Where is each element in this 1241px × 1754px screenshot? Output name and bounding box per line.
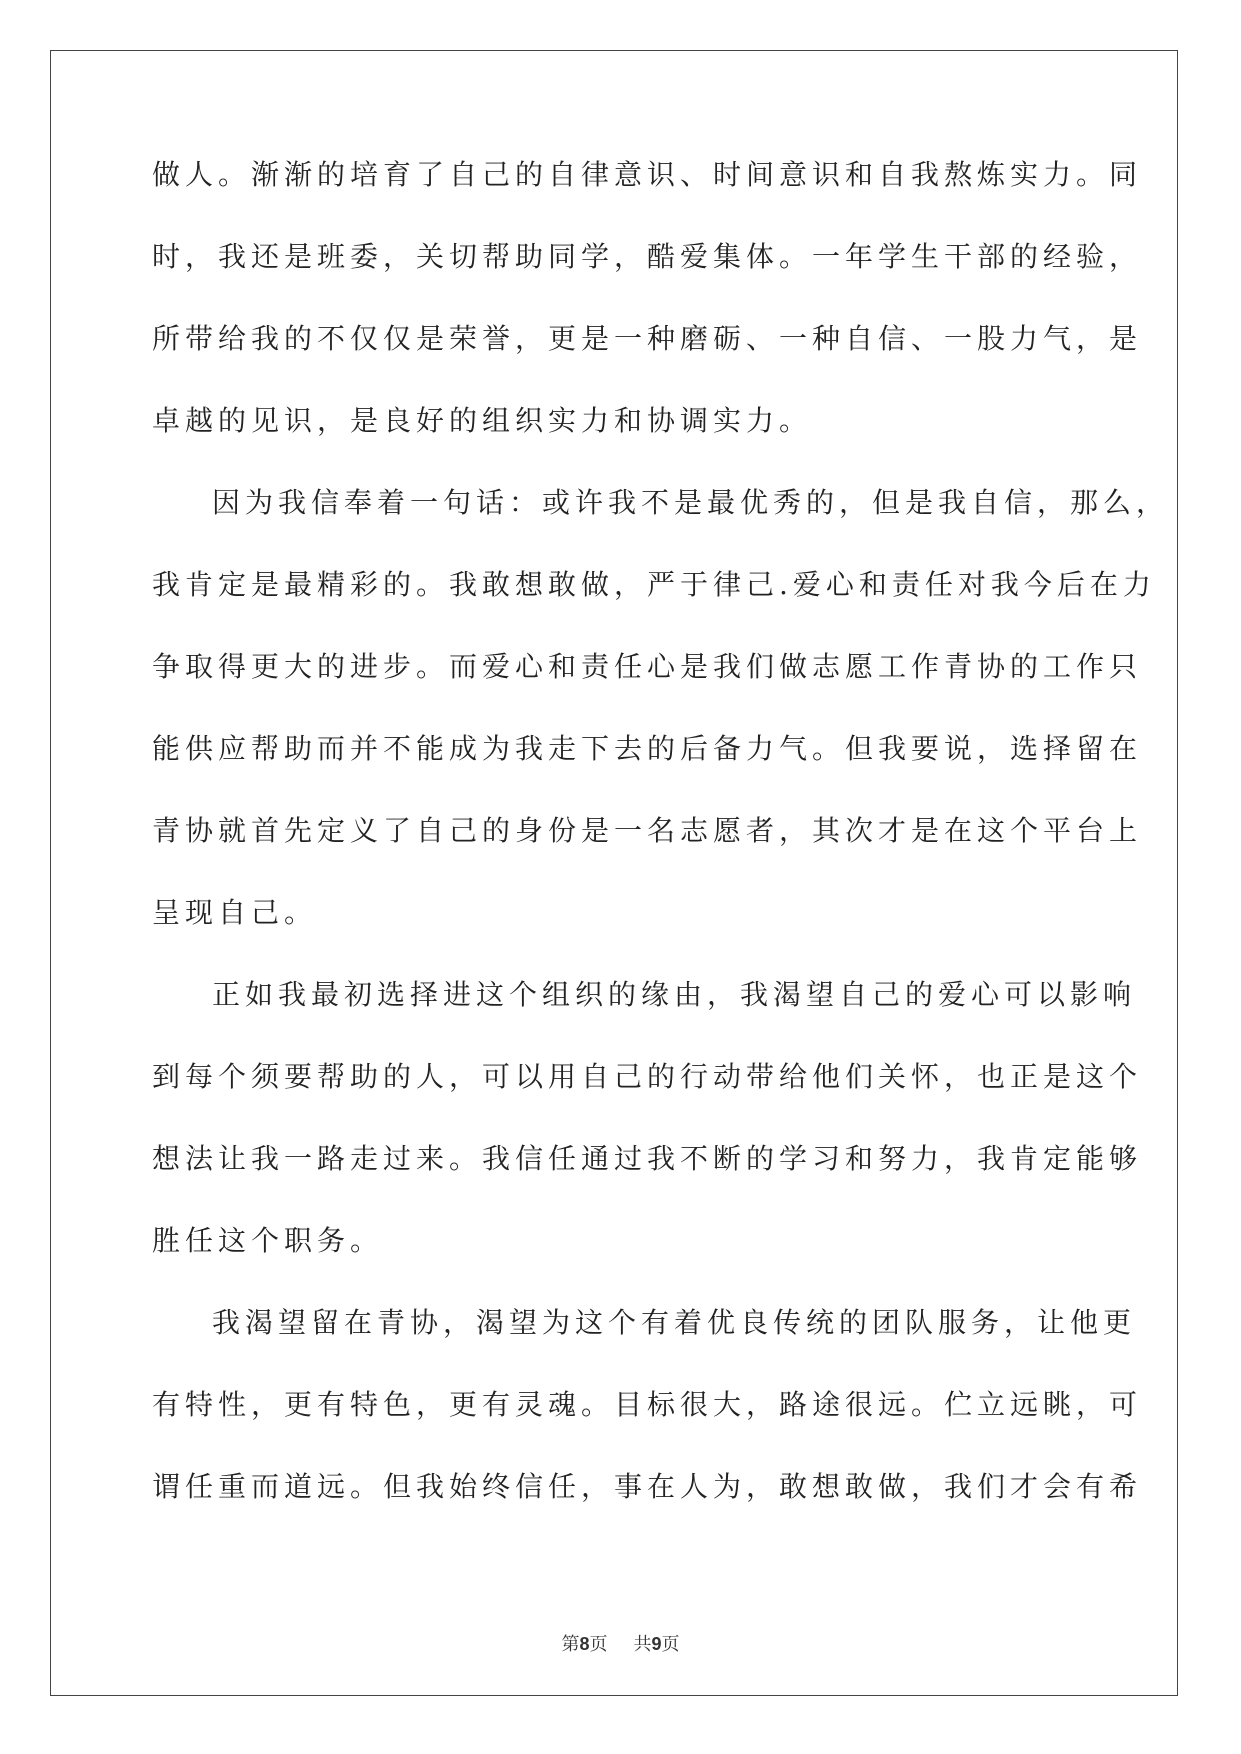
- text-line: 所带给我的不仅仅是荣誉，更是一种磨砺、一种自信、一股力气，是: [152, 322, 1143, 355]
- text-line: 我肯定是最精彩的。我敢想敢做，严于律己.爱心和责任对我今后在力: [152, 568, 1156, 601]
- text-line: 有特性，更有特色，更有灵魂。目标很大，路途很远。伫立远眺，可: [152, 1388, 1143, 1421]
- text-line: 时，我还是班委，关切帮助同学，酷爱集体。一年学生干部的经验，: [152, 240, 1143, 273]
- paragraph-first-line: 因为我信奉着一句话：或许我不是最优秀的，但是我自信，那么，: [212, 486, 1170, 519]
- text-line: 青协就首先定义了自己的身份是一名志愿者，其次才是在这个平台上: [152, 814, 1143, 847]
- page-footer: [0, 1630, 1241, 1656]
- page-number: 8: [579, 1634, 590, 1654]
- page-suffix: 页: [589, 1634, 608, 1655]
- total-suffix: 页: [661, 1634, 680, 1655]
- total-pages: 9: [651, 1634, 662, 1654]
- text-line: 做人。渐渐的培育了自己的自律意识、时间意识和自我熬炼实力。同: [152, 158, 1143, 191]
- text-line: 卓越的见识，是良好的组织实力和协调实力。: [152, 404, 813, 437]
- text-line: 能供应帮助而并不能成为我走下去的后备力气。但我要说，选择留在: [152, 732, 1143, 765]
- text-line: 胜任这个职务。: [152, 1224, 384, 1257]
- document-body: [152, 158, 1170, 1554]
- text-line: 呈现自己。: [152, 896, 318, 929]
- text-line: 想法让我一路走过来。我信任通过我不断的学习和努力，我肯定能够: [152, 1142, 1143, 1175]
- total-prefix: 共: [633, 1634, 652, 1655]
- text-line: 争取得更大的进步。而爱心和责任心是我们做志愿工作青协的工作只: [152, 650, 1143, 683]
- page-prefix: 第: [561, 1634, 580, 1655]
- paragraph-first-line: 我渴望留在青协，渴望为这个有着优良传统的团队服务，让他更: [212, 1306, 1137, 1339]
- paragraph-first-line: 正如我最初选择进这个组织的缘由，我渴望自己的爱心可以影响: [212, 978, 1137, 1011]
- text-line: 谓任重而道远。但我始终信任，事在人为，敢想敢做，我们才会有希: [152, 1470, 1143, 1503]
- text-line: 到每个须要帮助的人，可以用自己的行动带给他们关怀，也正是这个: [152, 1060, 1143, 1093]
